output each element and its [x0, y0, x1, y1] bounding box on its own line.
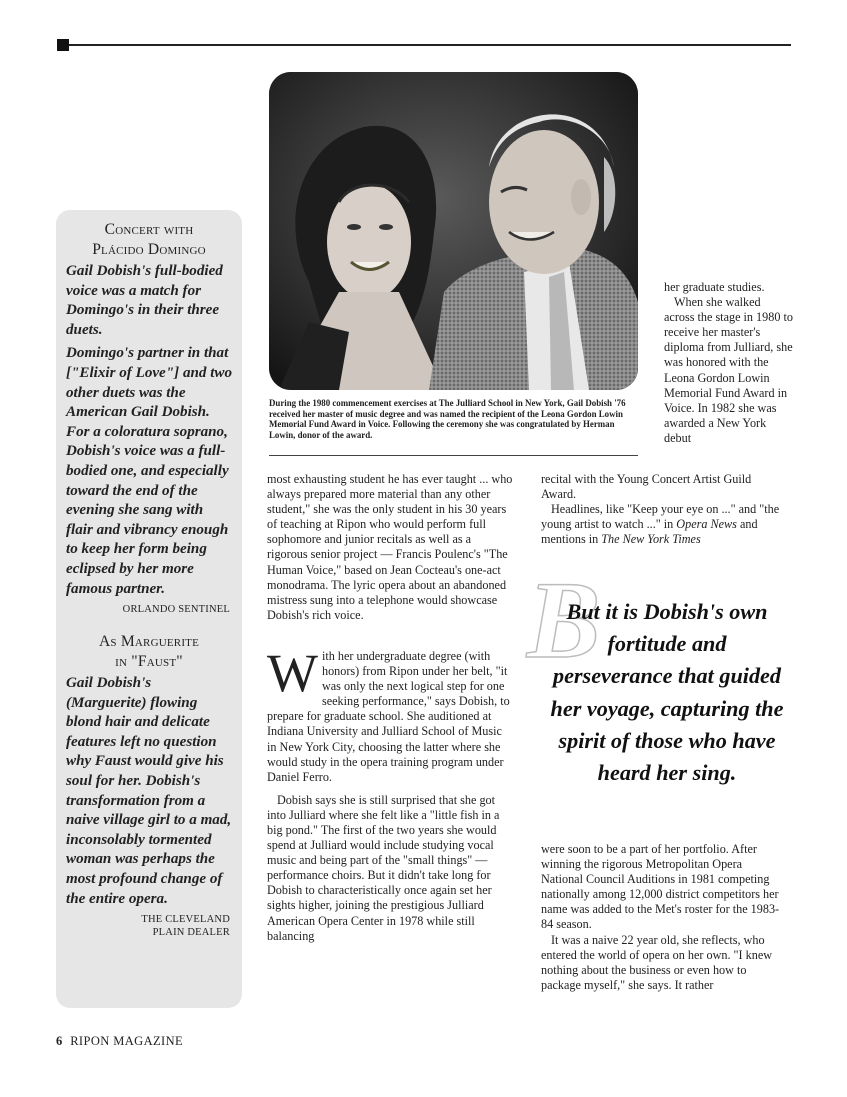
review1-source: ORLANDO SENTINEL [122, 604, 230, 616]
right-bottom-paragraph-1: were soon to be a part of her portfolio. After winning the rigorous Metropolitan Opera National Council Auditions in 1981 competing nationally among 12,000 district competitors her name was added to the Met's roster for the 1983-84 season. [541, 842, 780, 932]
headlines-paragraph: Headlines, like "Keep your eye on ..." and "the young artist to watch ..." in Opera News and mentions in The New York Times [541, 502, 780, 547]
review1-para1: Gail Dobish's full-bodied voice was a match for Domingo's in their three duets. [66, 263, 223, 338]
pullquote [548, 596, 786, 789]
right-upper-column [664, 280, 794, 446]
review2-heading: As Marguerite in "Faust" [98, 633, 200, 671]
page-number: 6 [56, 1034, 63, 1048]
right-bottom-paragraph-2: It was a naive 22 year old, she reflects, who entered the world of opera on her own. "I knew nothing about the business or even how to package myself," she says. It rather [541, 932, 773, 992]
review2-quote [66, 674, 232, 909]
pullquote-text: But it is Dobish's own fortitude and perseverance that guided her voyage, capturing the spirit of those who have heard her sing. [550, 599, 784, 786]
page-footer [56, 1034, 183, 1049]
right-mid-fragment: recital with the Young Concert Artist Guild Award. [541, 472, 752, 502]
center-paragraph-3: Dobish says she is still surprised that she got into Julliard where she felt like a "little fish in a big pond." The first of the two years she would spend at Julliard would include studying vocal music and being part of the "small things" — performance choirs. But it didn't take long for Dobish to characteristically once again set her sights higher, joining the prestigious Julliard American Opera Center in 1978 while still balancing [267, 792, 500, 943]
pullquote-decor-letter: B [527, 559, 601, 681]
review1-heading: Concert with Plácido Domingo [92, 221, 206, 258]
caption-rule [269, 455, 638, 456]
opera-news-title: Opera News [676, 517, 737, 532]
drop-cap: W [267, 642, 318, 703]
review1-para2: Domingo's partner in that ["Elixir of Love"] and two other duets was the American Gail Dobish. For a coloratura soprano, Dobish's voice was a full-bodied one, and especially toward the end of the evening she sang with flair and vibrancy enough to keep her form being eclipsed by her more famous partner. [66, 345, 233, 597]
commencement-photo [269, 72, 638, 390]
publication-name: RIPON MAGAZINE [70, 1034, 184, 1048]
review-sidebar [56, 210, 242, 1008]
header-square-ornament [57, 39, 69, 51]
right-bottom-column [541, 842, 787, 993]
review2-source: THE CLEVELAND PLAIN DEALER [141, 914, 230, 939]
photo-illustration [269, 72, 638, 390]
review1-quote [66, 262, 232, 599]
center-paragraph-2: With her undergraduate degree (with honors) from Ripon under her belt, "it was only the next logical step for one seeking performance," says Dobish, to prepare for graduate school. She auditioned at Indiana University and Julliard School of Music in New York City, choosing the latter where she would study in the opera training program under Daniel Ferro. [267, 642, 510, 784]
photo-caption: During the 1980 commencement exercises at The Julliard School in New York, Gail Dobish '76 received her master of music degree and was named the recipient of the Leona Gordon Lowin Memorial Fund Award in Voice. Following the ceremony she was congratulated by Herman Lowin, donor of the award. [269, 398, 626, 440]
right-top-fragment: her graduate studies. [664, 280, 765, 294]
review2-para1: Gail Dobish's (Marguerite) flowing blond hair and delicate features left no question why Faust would give his soul for her. Dobish's transformation from a naive village girl to a mad, inconsolably tormented woman was perhaps the most profound change of the entire opera. [66, 675, 232, 907]
nyt-title: The New York Times [601, 532, 701, 547]
right-mid-column [541, 472, 787, 547]
center-top-paragraph: most exhausting student he has ever taught ... who always prepared more material than any other student," she was the only student in his 30 years of teaching at Ripon who would perform full sophomore and junior recitals as well as a rigorous senior project — Francis Poulenc's "The Human Voice," based on Jean Cocteau's one-act monodrama. The lyric opera about an abandoned mistress sung into a telephone would showcase Dobish's rich voice. [267, 472, 513, 622]
center-column [267, 472, 513, 944]
right-top-paragraph: When she walked across the stage in 1980 to receive her master's diploma from Julliard, she was honored with the Leona Gordon Lowin Memorial Fund Award in Voice. In 1982 she was awarded a New York debut [664, 295, 793, 445]
header-rule [69, 44, 791, 46]
